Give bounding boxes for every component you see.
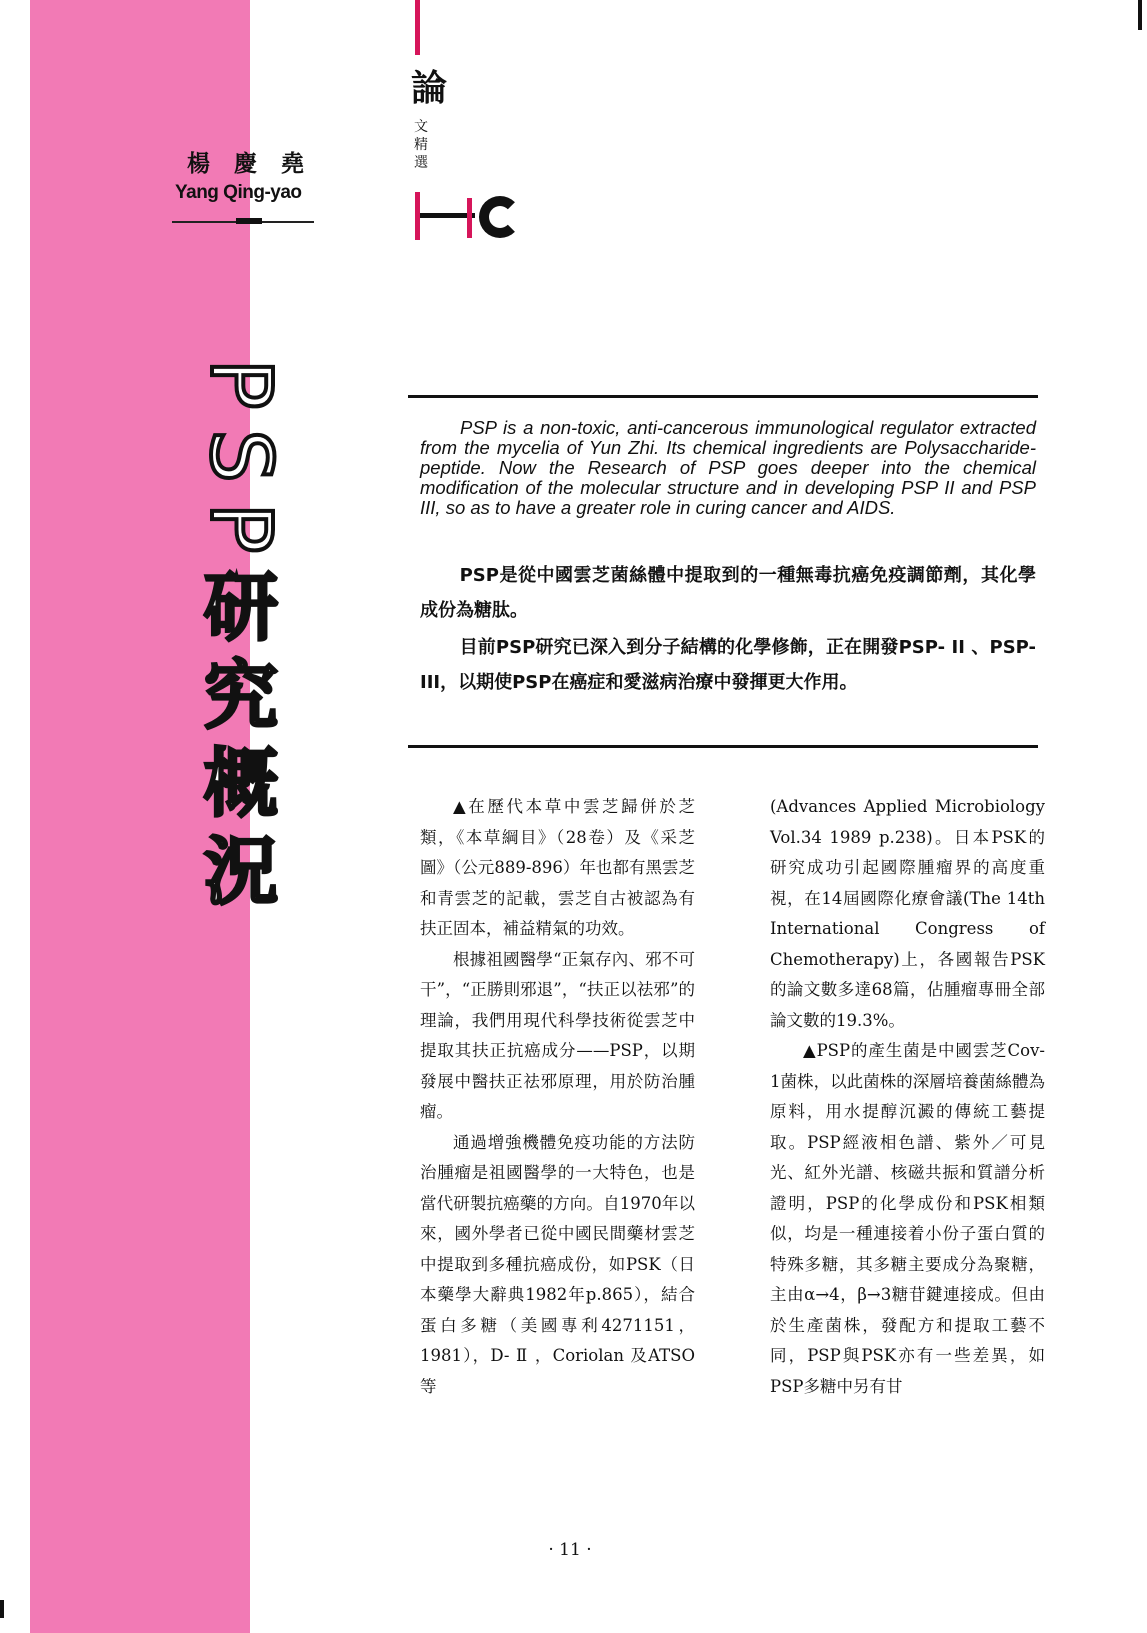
body-paragraph: 根據祖國醫學“正氣存內、邪不可干”，“正勝則邪退”，“扶正以祛邪”的理論，我們用現代科學技術從雲芝中提取其扶正抗癌成分——PSP，以期發展中醫扶正祛邪原理，用於防治腫瘤。 [420,949,695,1121]
title-letter: P [192,358,290,410]
abstract-chinese [420,558,1036,702]
abstract-english: PSP is a non-toxic, anti-cancerous immunological regulator extracted from the mycelia of Yun Zhi. Its chemical ingredients are Polysaccharide-peptide. Now the Research of PSP goes deeper into the chemical modification of the molecular structure and in developing PSP II and PSP III, so as to have a greater role in curing cancer and AIDS. [420,417,1036,518]
body-column-left [420,792,695,1402]
title-char: 究 [204,653,278,739]
scan-edge-mark [0,1600,4,1618]
author-name-english: Yang Qing-yao [175,182,302,203]
author-name-chinese: 楊 慶 堯 [187,151,313,177]
title-letter: S [192,429,290,483]
body-paragraph: (Advances Applied Microbiology Vol.34 1989 p.238)。日本PSK的研究成功引起國際腫瘤界的高度重視，在14屆國際化療會議(The 14th International Congress of Chemotherapy)上，各國報告PSK的論文數多達68篇，佔腫瘤專冊全部論文數的19.3%。 [770,797,1045,1030]
title-char: 況 [204,829,278,915]
body-paragraph: ▲PSP的產生菌是中國雲芝Cov-1菌株，以此菌株的深層培養菌絲體為原料，用水提醇沉澱的傳統工藝提取。PSP經液相色譜、紫外／可見光、紅外光譜、核磁共振和質譜分析證明，PSP的化學成份和PSK相類似，均是一種連接着小份子蛋白質的特殊多糖，其多糖主要成分為聚糖，主由α→4，β→3糖苷鍵連接成。但由於生產菌株，發配方和提取工藝不同，PSP與PSK亦有一些差異，如PSP多糖中另有甘 [770,1041,1045,1396]
page-number: · 11 · [548,1540,592,1560]
body-paragraph: 通過增強機體免疫功能的方法防治腫瘤是祖國醫學的一大特色，也是當代研製抗癌藥的方向。自1970年以來，國外學者已從中國民間藥材雲芝中提取到多種抗癌成份，如PSK（日本藥學大辭典1982年p.865），結合蛋白多糖（美國專利4271151，1981），D- Ⅱ ，Coriolan 及ATSO 等 [420,1132,695,1396]
abstract-bottom-rule [408,745,1038,748]
body-column-right [770,792,1045,1402]
body-paragraph: ▲在歷代本草中雲芝歸併於芝類，《本草綱目》（28卷）及《采芝圖》（公元889-896）年也都有黑雲芝和青雲芝的記載，雲芝自古被認為有扶正固本，補益精氣的功效。 [420,797,695,938]
section-logo-ring [479,196,521,238]
title-letter: P [192,502,290,554]
section-logo-bar [415,0,420,55]
article-title [192,348,290,916]
abstract-paragraph: PSP是從中國雲芝菌絲體中提取到的一種無毒抗癌免疫調節劑，其化學成份為糖肽。 [420,565,1036,621]
author-block [175,145,325,204]
abstract-top-rule [408,395,1038,398]
scan-edge-mark [1138,0,1142,30]
section-logo [411,0,535,260]
abstract-paragraph: 目前PSP研究已深入到分子結構的化學修飾，正在開發PSP- II 、PSP- III，以期使PSP在癌症和愛滋病治療中發揮更大作用。 [420,637,1036,693]
author-divider-mark [236,218,262,224]
section-logo-char: 論 [411,68,448,109]
section-logo-subtitle: 文精選 [414,119,428,171]
section-logo-bar [467,198,472,238]
title-char: 研 [204,565,278,651]
title-char: 概 [204,741,278,827]
